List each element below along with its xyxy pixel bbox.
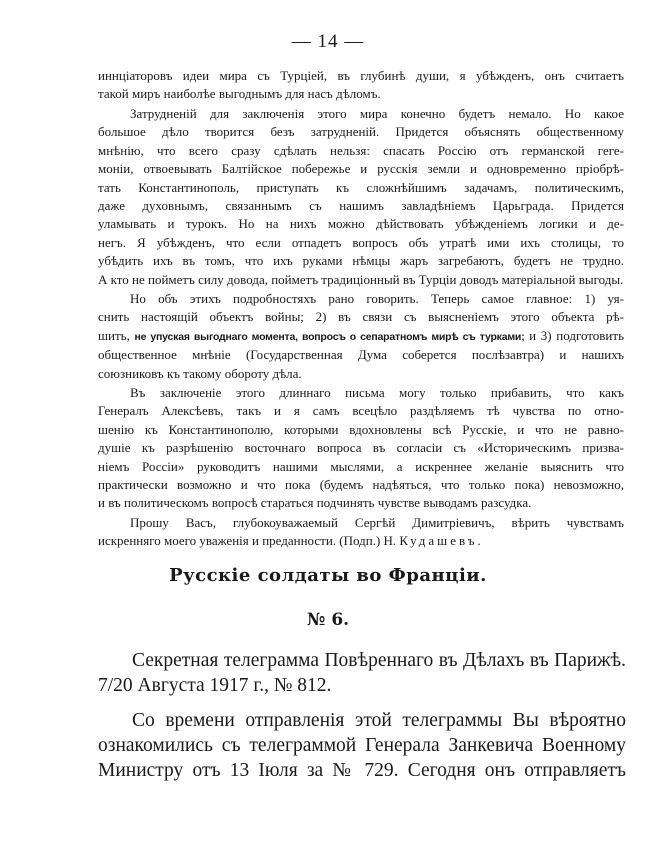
letter-paragraph-1 — [98, 67, 624, 104]
text-line: тать Константинополь, приступать къ сложнѣйшимъ задачамъ, политическимъ, — [98, 179, 624, 195]
page-number: — 14 — — [291, 31, 365, 52]
text-line: убѣдить ихъ въ томъ, что ихъ руками нѣмцы жаръ загребаютъ, будетъ не трудно. — [98, 253, 624, 269]
text-line: Секретная телеграмма Повѣреннаго въ Дѣлахъ въ Парижѣ. — [132, 650, 626, 671]
telegram-header — [98, 648, 626, 698]
text-line: такой миръ наиболѣе выгоднымъ для насъ дѣломъ. — [98, 86, 381, 102]
letter-paragraph-3 — [98, 290, 624, 383]
text-line: моніи, отвоевывать Балтійское побережье и русскія земли и одновременно пріобрѣ- — [98, 161, 624, 177]
text-line: шенію къ Константинополю, которыми вдохновлены всѣ Русскіе, и что не равно- — [98, 421, 624, 437]
text-line — [98, 532, 624, 550]
text-line: общественное мнѣніе (Государственная Дума соберется послѣзавтра) и нашихъ — [98, 347, 624, 363]
text-line: и въ политическомъ вопросѣ стараться подчинять чувстве выводамъ разсудка. — [98, 495, 532, 511]
text-line: большое дѣло творится безъ затрудненій. Придется объяснять общественному — [98, 124, 624, 140]
text-line: уламывать и турокъ. Но на нихъ можно дѣйствовать убѣжденіемъ логики и де- — [98, 216, 624, 232]
letter-closing — [98, 514, 624, 551]
text-fragment: и 3) подготовить — [529, 327, 624, 343]
text-fragment: искренняго моего уваженія и преданности. (Подп.) Н. — [98, 533, 397, 549]
text-line: Со времени отправленія этой телеграммы Вы вѣроятно — [132, 710, 626, 731]
text-line: даже духовнымъ, связаннымъ съ нашимъ завладѣніемъ Царьграда. Придется — [98, 198, 624, 214]
letter-paragraph-2 — [98, 105, 624, 289]
document-number: № 6. — [306, 610, 350, 630]
condensed-text: не упуская выгоднаго момента, вопросъ о сепаратномъ мирѣ съ турками; — [134, 330, 525, 343]
text-line: Прошу Васъ, глубокоуважаемый Сергѣй Димитріевичъ, вѣрить чувствамъ — [130, 515, 624, 530]
text-line: Генералъ Алексѣевъ, такъ и я самъ всецѣло раздѣляемъ тѣ чувства по отно- — [98, 403, 624, 419]
text-line: А кто не пойметъ силу довода, пойметъ традиціонный въ Турціи доводъ матеріальной выгоды. — [98, 271, 624, 287]
text-line: мнѣнію, что всего сразу сдѣлать нельзя: спасать Россію отъ германской геге- — [98, 142, 624, 158]
text-line: 7/20 Августа 1917 г., № 812. — [98, 675, 332, 696]
text-line: союзниковъ къ такому обороту дѣла. — [98, 365, 302, 381]
text-line: негъ. Я убѣжденъ, что если отпадетъ вопросъ объ утратѣ ими ихъ столицы, то — [98, 234, 624, 250]
text-line: Министру отъ 13 Іюля за № 729. Сегодня онъ отправляетъ — [98, 760, 626, 781]
text-line: ознакомились съ телеграммой Генерала Занкевича Военному — [98, 735, 626, 756]
text-line: Затрудненій для заключенія этого мира конечно будетъ немало. Но какое — [130, 106, 624, 121]
signature: Кудашевъ. — [399, 533, 484, 549]
letter-paragraph-4 — [98, 384, 624, 513]
text-line: Въ заключеніе этого длиннаго письма могу только прибавить, что какъ — [130, 385, 624, 400]
text-line: Но объ этихъ подробностяхъ рано говорить. Теперь самое главное: 1) уя- — [130, 291, 624, 306]
section-title: Русскіе солдаты во Франціи. — [169, 565, 487, 586]
text-line: душіе къ разрѣшенію восточнаго вопроса въ согласіи съ «Историческимъ призва- — [98, 440, 624, 456]
text-fragment: шить, — [98, 327, 130, 343]
text-line — [98, 327, 624, 346]
text-line: иннціаторовъ идеи мира съ Турціей, въ глубинѣ души, я убѣжденъ, онъ считаетъ — [98, 68, 624, 83]
text-line: практически возможно и что пока (будемъ надѣяться, что только пока) невозможно, — [98, 477, 624, 493]
text-line: ніемъ Россіи» руководитъ нашими мыслями, а искреннее желаніе выяснить что — [98, 458, 624, 474]
telegram-body — [98, 708, 626, 783]
text-line: снить настоящій объектъ войны; 2) въ связи съ выясненіемъ этого объекта рѣ- — [98, 309, 624, 325]
